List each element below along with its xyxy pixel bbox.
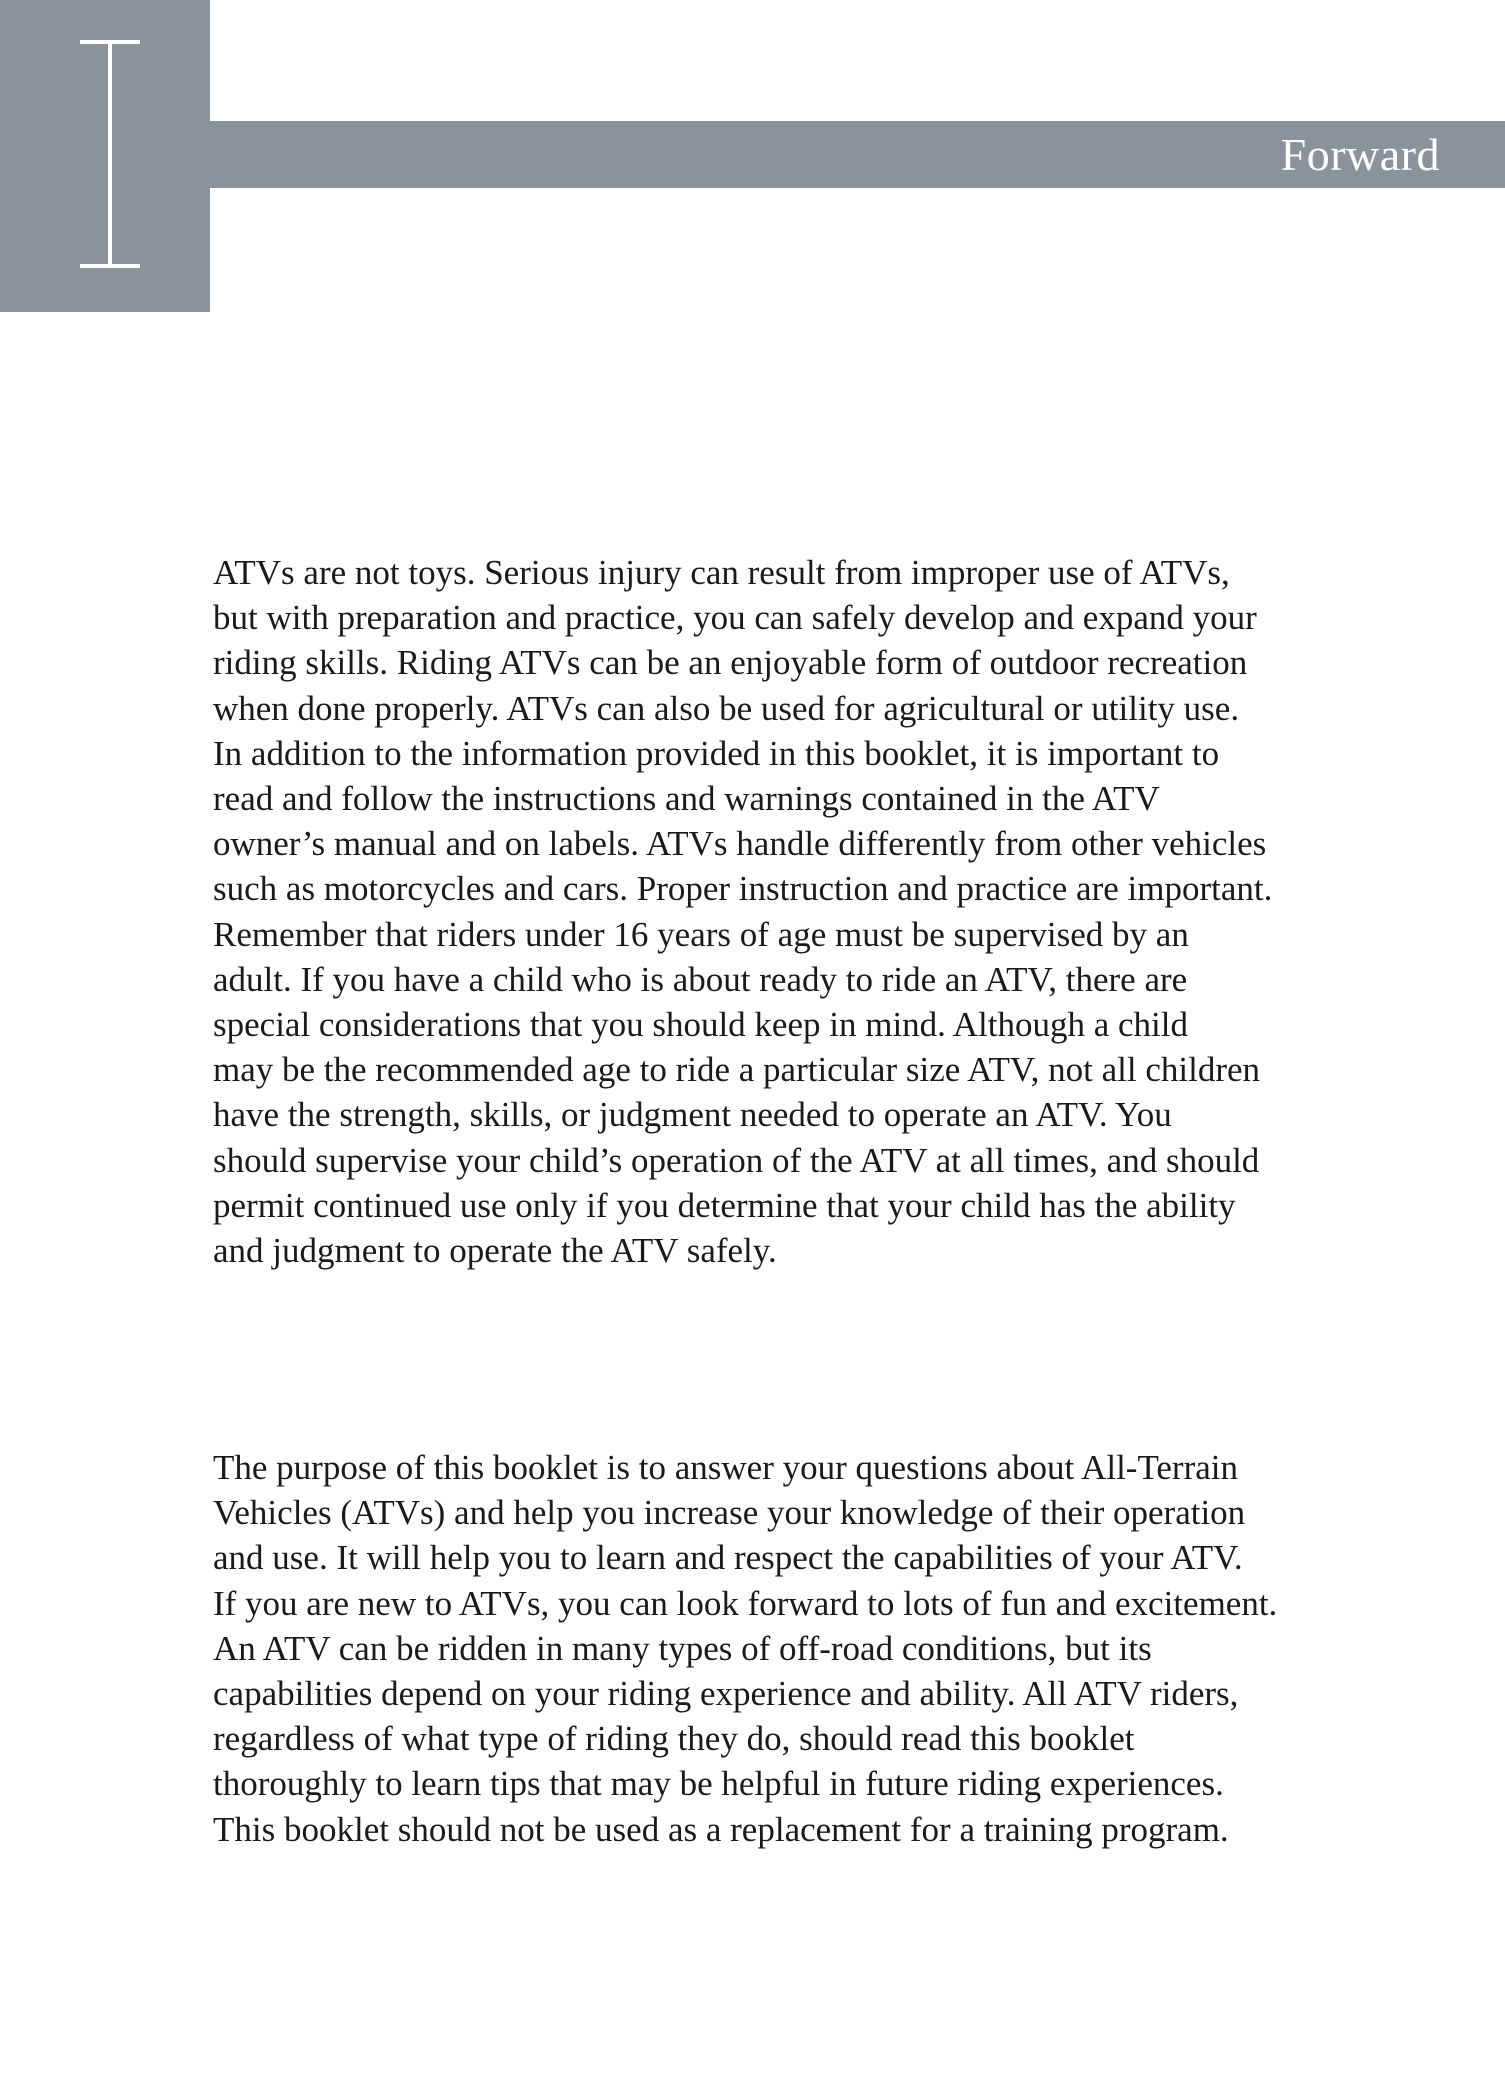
body-paragraph-booklet-purpose: The purpose of this booklet is to answer your questions about All-Terrain Vehicles (ATVs) and help you increase your knowledge of their operation and use. It will help you to learn and respect the capabilities of your ATV. If you are new to ATVs, you can look forward to lots of fun and excitement. An ATV can be ridden in many types of off-road conditions, but its capabilities depend on your riding experience and ability. All ATV riders, regardless of what type of riding they do, should read this booklet thoroughly to learn tips that may be helpful in future riding experiences. This booklet should not be used as a replacement for a training program. xyxy=(213,1448,1278,1849)
header-band xyxy=(210,121,1505,188)
numeral-serif-bottom xyxy=(80,264,140,268)
body-paragraph-atv-safety: ATVs are not toys. Serious injury can result from improper use of ATVs, but with preparation and practice, you can safely develop and expand your riding skills. Riding ATVs can be an enjoyable form of outdoor recreation when done properly. ATVs can also be used for agricultural or utility use. In addition to the information provided in this booklet, it is important to read and follow the instructions and warnings contained in the ATV owner’s manual and on labels. ATVs handle differently from other vehicles such as motorcycles and cars. Proper instruction and practice are important. Remember that riders under 16 years of age must be supervised by an adult. If you have a child who is about ready to ride an ATV, there are special considerations that you should keep in mind. Although a child may be the recommended age to ride a particular size ATV, not all children have the strength, skills, or judgment needed to operate an ATV. You should supervise your child’s operation of the ATV at all times, and should permit continued use only if you determine that your child has the ability and judgment to operate the ATV safely. xyxy=(213,553,1273,1271)
section-title: Forward xyxy=(1280,129,1440,180)
chapter-marker-block xyxy=(0,0,210,312)
numeral-stem xyxy=(108,40,112,268)
chapter-numeral-I xyxy=(80,40,140,268)
